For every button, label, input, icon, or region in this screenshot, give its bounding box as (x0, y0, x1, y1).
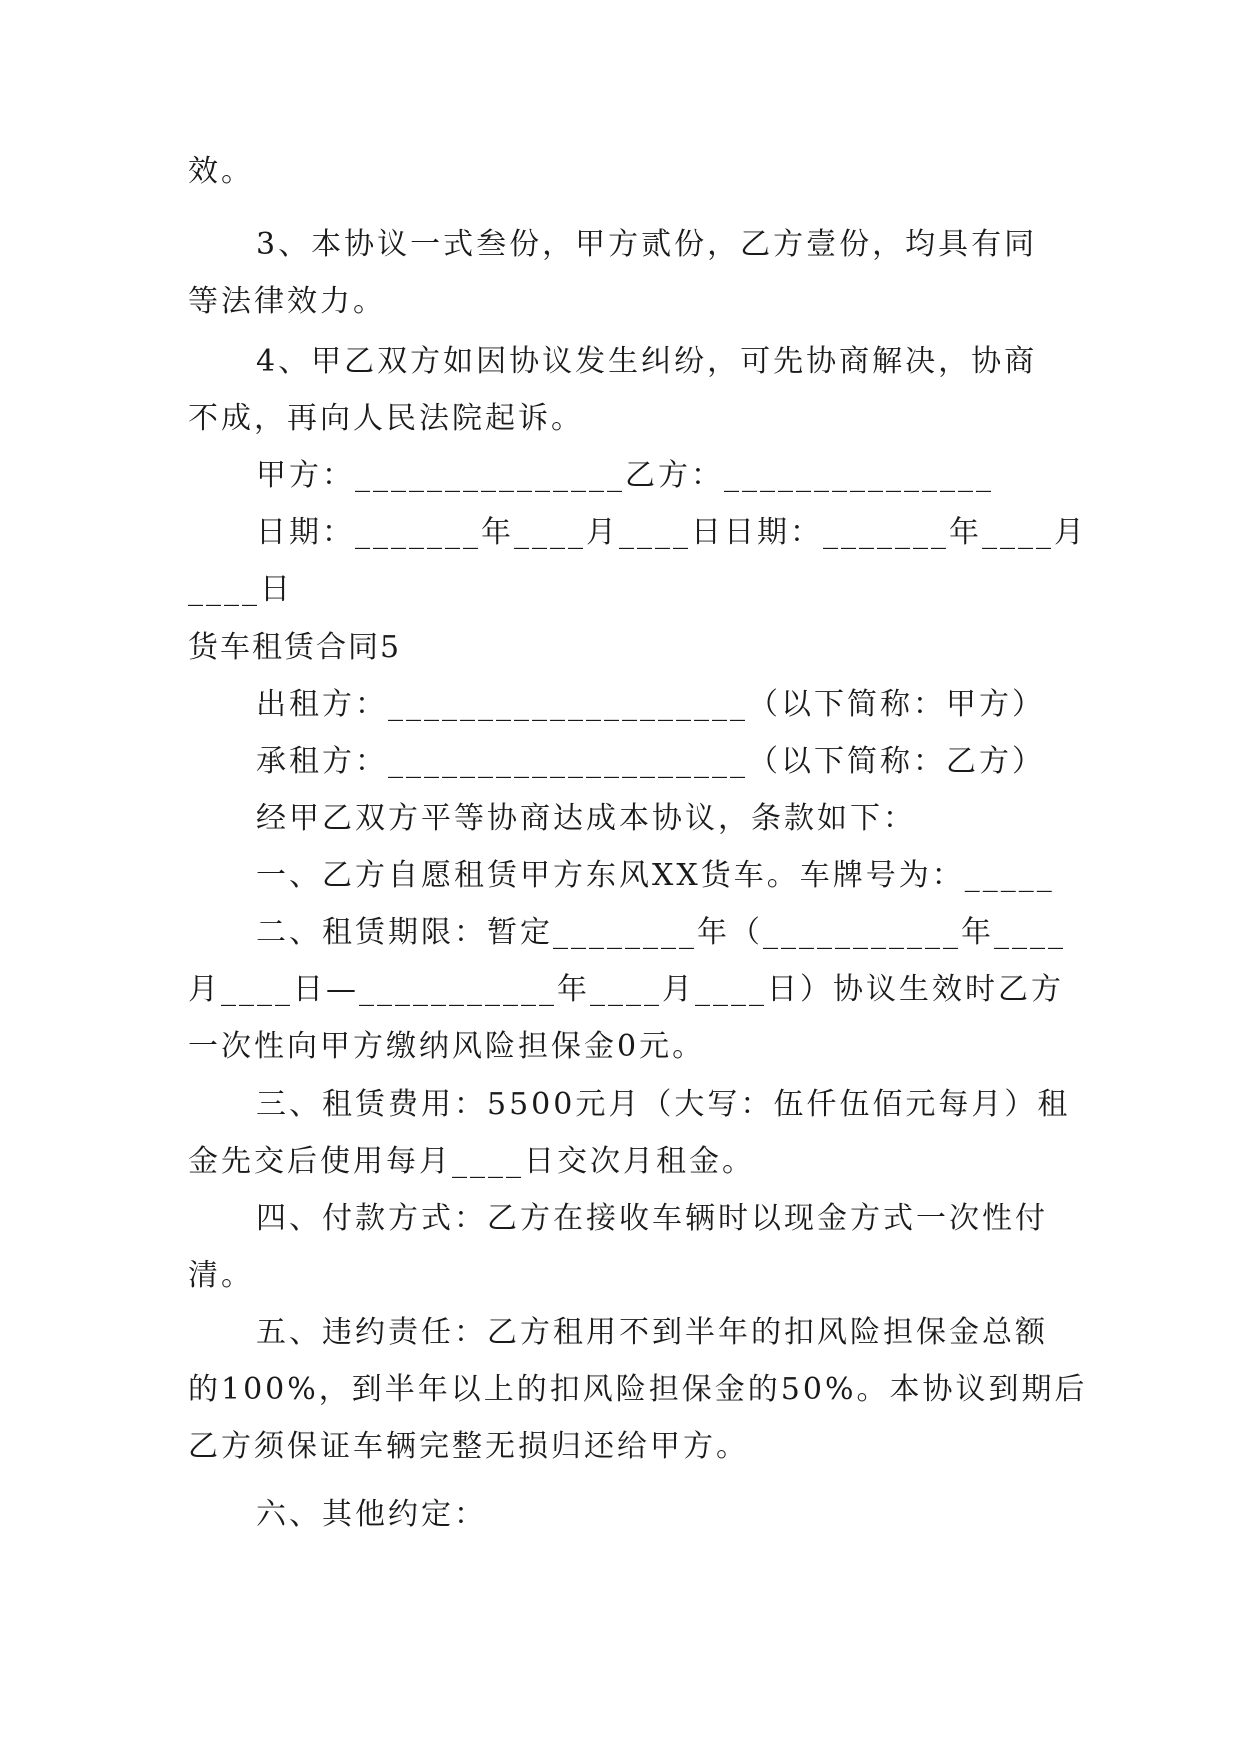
contract-title: 货车租赁合同5 (188, 630, 402, 665)
date-line: 日期：_______年____月____日日期：_______年____月 (256, 515, 1087, 550)
clause-5-liability-line: 五、违约责任：乙方租用不到半年的扣风险担保金总额 (256, 1315, 1048, 1350)
lessee-line: 承租方：____________________（以下简称：乙方） (256, 744, 1045, 779)
text-line: 一次性向甲方缴纳风险担保金0元。 (188, 1029, 706, 1064)
preamble-line: 经甲乙双方平等协商达成本协议，条款如下： (256, 801, 916, 836)
clause-1-line: 一、乙方自愿租赁甲方东风XX货车。车牌号为：_____ (256, 858, 1055, 893)
clause-3-fees-line: 三、租赁费用：5500元月（大写：伍仟伍佰元每月）租 (256, 1087, 1071, 1122)
date-line-continued: ____日 (188, 572, 293, 607)
text-line: 效。 (188, 154, 254, 189)
text-line: 乙方须保证车辆完整无损归还给甲方。 (188, 1429, 749, 1464)
clause-3-line: 3、本协议一式叁份，甲方贰份，乙方壹份，均具有同 (256, 227, 1038, 262)
text-line: 不成，再向人民法院起诉。 (188, 401, 584, 436)
text-line: 清。 (188, 1258, 254, 1293)
clause-4-payment-line: 四、付款方式：乙方在接收车辆时以现金方式一次性付 (256, 1201, 1048, 1236)
signature-line: 甲方：_______________乙方：_______________ (256, 458, 994, 493)
text-line: 月____日—___________年____月____日）协议生效时乙方 (188, 972, 1064, 1007)
text-line: 金先交后使用每月____日交次月租金。 (188, 1144, 755, 1179)
lessor-line: 出租方：____________________（以下简称：甲方） (256, 687, 1045, 722)
clause-4-line: 4、甲乙双方如因协议发生纠纷，可先协商解决，协商 (256, 344, 1038, 379)
text-line: 等法律效力。 (188, 284, 386, 319)
clause-6-line: 六、其他约定： (256, 1497, 487, 1532)
clause-2-line: 二、租赁期限：暂定________年（___________年____ (256, 915, 1066, 950)
text-line: 的100%，到半年以上的扣风险担保金的50%。本协议到期后 (188, 1372, 1088, 1407)
